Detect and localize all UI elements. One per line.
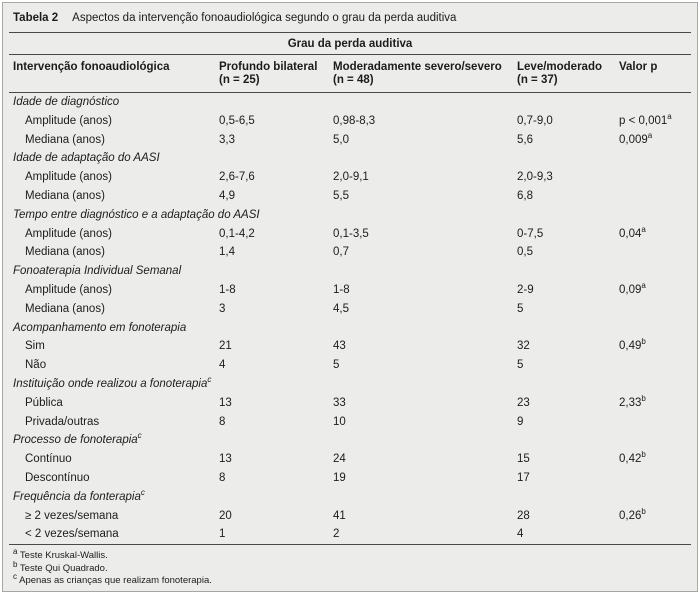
- row-label: Descontínuo: [25, 471, 90, 484]
- table-caption-row: [9, 3, 691, 33]
- value-cell: 32: [517, 340, 530, 353]
- section-row: [9, 93, 691, 112]
- table-row: [9, 450, 691, 469]
- value-cell: 2-9: [517, 283, 534, 296]
- row-label: Mediana (anos): [25, 133, 105, 146]
- value-cell: 10: [333, 415, 346, 428]
- col-header-label: Intervenção fonoaudiológica: [13, 61, 170, 73]
- row-label: Não: [25, 359, 47, 372]
- footnote-marker: a: [667, 111, 672, 121]
- section-row: [9, 319, 691, 338]
- value-cell: 2,6-7,6: [219, 171, 255, 184]
- table-row: [9, 243, 691, 262]
- value-cell: 33: [333, 396, 346, 409]
- value-cell: 24: [333, 453, 346, 466]
- footnote-marker: b: [641, 450, 646, 460]
- p-value-cell: 0,26$^b$: [619, 506, 646, 522]
- value-cell: 0,98-8,3: [333, 114, 376, 127]
- value-cell: 3: [219, 302, 226, 315]
- col-header-label: Leve/moderado: [517, 61, 602, 73]
- p-value-cell: [619, 356, 691, 375]
- value-cell: 0,5-6,5: [219, 114, 255, 127]
- footnote-marker: c: [207, 375, 212, 385]
- p-value-cell: [619, 168, 691, 187]
- value-cell: 0,7: [333, 246, 349, 259]
- value-cell: 0,1-4,2: [219, 227, 255, 240]
- p-value-cell: [619, 300, 691, 319]
- footnote-marker: a: [647, 130, 653, 140]
- col-header-valor-p: [619, 55, 691, 93]
- value-cell: 41: [333, 509, 346, 522]
- table-row: [9, 337, 691, 356]
- value-cell: 9: [517, 415, 524, 428]
- row-label: Privada/outras: [25, 415, 100, 428]
- value-cell: 13: [219, 396, 232, 409]
- group-header: Grau da perda auditiva: [9, 33, 691, 55]
- col-header-moderadamente-severo: [333, 55, 517, 93]
- table-row: [9, 413, 691, 432]
- col-header-n: (n = 25): [219, 74, 260, 86]
- p-value-cell: [619, 243, 691, 262]
- col-header-n: (n = 37): [517, 74, 558, 86]
- p-value-cell: [619, 413, 691, 432]
- footnote-marker: c: [137, 431, 142, 441]
- p-value-cell: [619, 469, 691, 488]
- value-cell: 28: [517, 509, 530, 522]
- p-value-cell: 2,33$^b$: [619, 393, 646, 409]
- footnote-marker: a: [641, 281, 646, 291]
- value-cell: 5,6: [517, 133, 533, 146]
- p-value-cell: 0,04$^a$: [619, 224, 646, 240]
- value-cell: 1-8: [219, 283, 236, 296]
- section-row: [9, 431, 691, 450]
- footnotes: [9, 544, 691, 592]
- table-row: [9, 507, 691, 526]
- value-cell: 0,7-9,0: [517, 114, 553, 127]
- value-cell: 17: [517, 471, 530, 484]
- col-header-intervencao: [9, 55, 219, 93]
- value-cell: 2: [333, 528, 340, 541]
- footnote-marker: b: [13, 559, 18, 569]
- section-row: [9, 488, 691, 507]
- table-row: [9, 394, 691, 413]
- row-label: Mediana (anos): [25, 189, 105, 202]
- row-label: Mediana (anos): [25, 302, 105, 315]
- value-cell: 1-8: [333, 283, 350, 296]
- footnote: $^b$ Teste Qui Quadrado.: [13, 559, 108, 574]
- column-header-row: [9, 55, 691, 93]
- value-cell: 1,4: [219, 246, 235, 259]
- row-label: Pública: [25, 396, 63, 409]
- table-row: [9, 300, 691, 319]
- row-label: Amplitude (anos): [25, 171, 112, 184]
- value-cell: 23: [517, 396, 530, 409]
- table-panel: [2, 2, 698, 592]
- row-label: Mediana (anos): [25, 246, 105, 259]
- footnote: $^a$ Teste Kruskal-Wallis.: [13, 546, 108, 562]
- col-header-label: Moderadamente severo/severo: [333, 61, 502, 73]
- p-value-cell: [619, 187, 691, 206]
- table-row: [9, 525, 691, 544]
- footnote-marker: c: [140, 487, 145, 497]
- p-value-cell: [619, 525, 691, 544]
- section-row: [9, 375, 691, 394]
- table-row: [9, 281, 691, 300]
- col-header-label: Profundo bilateral: [219, 61, 318, 73]
- section-row: [9, 206, 691, 225]
- footnote-marker: b: [641, 337, 646, 347]
- table-row: [9, 469, 691, 488]
- section-title: Acompanhamento em fonoterapia: [13, 321, 187, 334]
- col-header-n: (n = 48): [333, 74, 374, 86]
- col-header-leve-moderado: [517, 55, 619, 93]
- value-cell: 8: [219, 415, 226, 428]
- col-header-profundo-bilateral: [219, 55, 333, 93]
- p-value-cell: 0,42$^b$: [619, 450, 646, 466]
- col-header-label: Valor p: [619, 61, 658, 73]
- table-row: [9, 187, 691, 206]
- footnote-marker: a: [641, 224, 646, 234]
- p-value-cell: p < 0,001$^a$: [619, 111, 672, 127]
- value-cell: 8: [219, 471, 226, 484]
- footnote-marker: c: [13, 571, 17, 581]
- table-row: [9, 225, 691, 244]
- section-title: Instituição onde realizou a fonoterapia$^c$: [13, 375, 212, 390]
- value-cell: 3,3: [219, 133, 235, 146]
- table-body: [9, 93, 691, 545]
- row-label: < 2 vezes/semana: [25, 528, 119, 541]
- table-row: [9, 168, 691, 187]
- value-cell: 1: [219, 528, 226, 541]
- value-cell: 19: [333, 471, 346, 484]
- row-label: Amplitude (anos): [25, 283, 112, 296]
- value-cell: 5,5: [333, 189, 349, 202]
- value-cell: 5: [517, 359, 524, 372]
- row-label: Sim: [25, 340, 45, 353]
- section-row: [9, 149, 691, 168]
- value-cell: 0,1-3,5: [333, 227, 369, 240]
- p-value-cell: 0,09$^a$: [619, 281, 646, 296]
- section-title: Fonoaterapia Individual Semanal: [13, 265, 182, 278]
- value-cell: 2,0-9,3: [517, 171, 553, 184]
- row-label: Amplitude (anos): [25, 227, 112, 240]
- value-cell: 13: [219, 453, 232, 466]
- row-label: Contínuo: [25, 453, 72, 466]
- section-title: Idade de diagnóstico: [13, 96, 120, 108]
- value-cell: 4: [517, 528, 524, 541]
- value-cell: 4: [219, 359, 226, 372]
- section-title: Frequência da fonterapia$^c$: [13, 487, 145, 503]
- value-cell: 21: [219, 340, 232, 353]
- row-label: Amplitude (anos): [25, 114, 112, 127]
- data-table: [9, 55, 691, 544]
- value-cell: 20: [219, 509, 232, 522]
- value-cell: 4,9: [219, 189, 235, 202]
- section-title: Processo de fonoterapia$^c$: [13, 431, 142, 447]
- table-caption: Aspectos da intervenção fonoaudiológica segundo o grau da perda auditiva: [72, 12, 457, 24]
- value-cell: 0,5: [517, 246, 533, 259]
- footnote-marker: b: [641, 506, 646, 516]
- row-label: ≥ 2 vezes/semana: [25, 509, 119, 522]
- table-number-label: Tabela 2: [13, 12, 59, 24]
- footnote-marker: b: [641, 393, 646, 403]
- p-value-cell: 0,009$^a$: [619, 130, 653, 146]
- value-cell: 5,0: [333, 133, 349, 146]
- table-row: [9, 131, 691, 150]
- value-cell: 5: [333, 359, 340, 372]
- value-cell: 6,8: [517, 189, 533, 202]
- footnote: $^c$ Apenas as crianças que realizam fonoterapia.: [13, 571, 212, 587]
- value-cell: 0-7,5: [517, 227, 544, 240]
- p-value-cell: 0,49$^b$: [619, 337, 646, 353]
- value-cell: 15: [517, 453, 530, 466]
- value-cell: 4,5: [333, 302, 349, 315]
- section-row: [9, 262, 691, 281]
- value-cell: 43: [333, 340, 346, 353]
- footnote-marker: a: [13, 546, 18, 556]
- value-cell: 2,0-9,1: [333, 171, 369, 184]
- table-row: [9, 112, 691, 131]
- table-row: [9, 356, 691, 375]
- section-title: Tempo entre diagnóstico e a adaptação do AASI: [13, 208, 260, 221]
- value-cell: 5: [517, 302, 524, 315]
- section-title: Idade de adaptação do AASI: [13, 152, 160, 165]
